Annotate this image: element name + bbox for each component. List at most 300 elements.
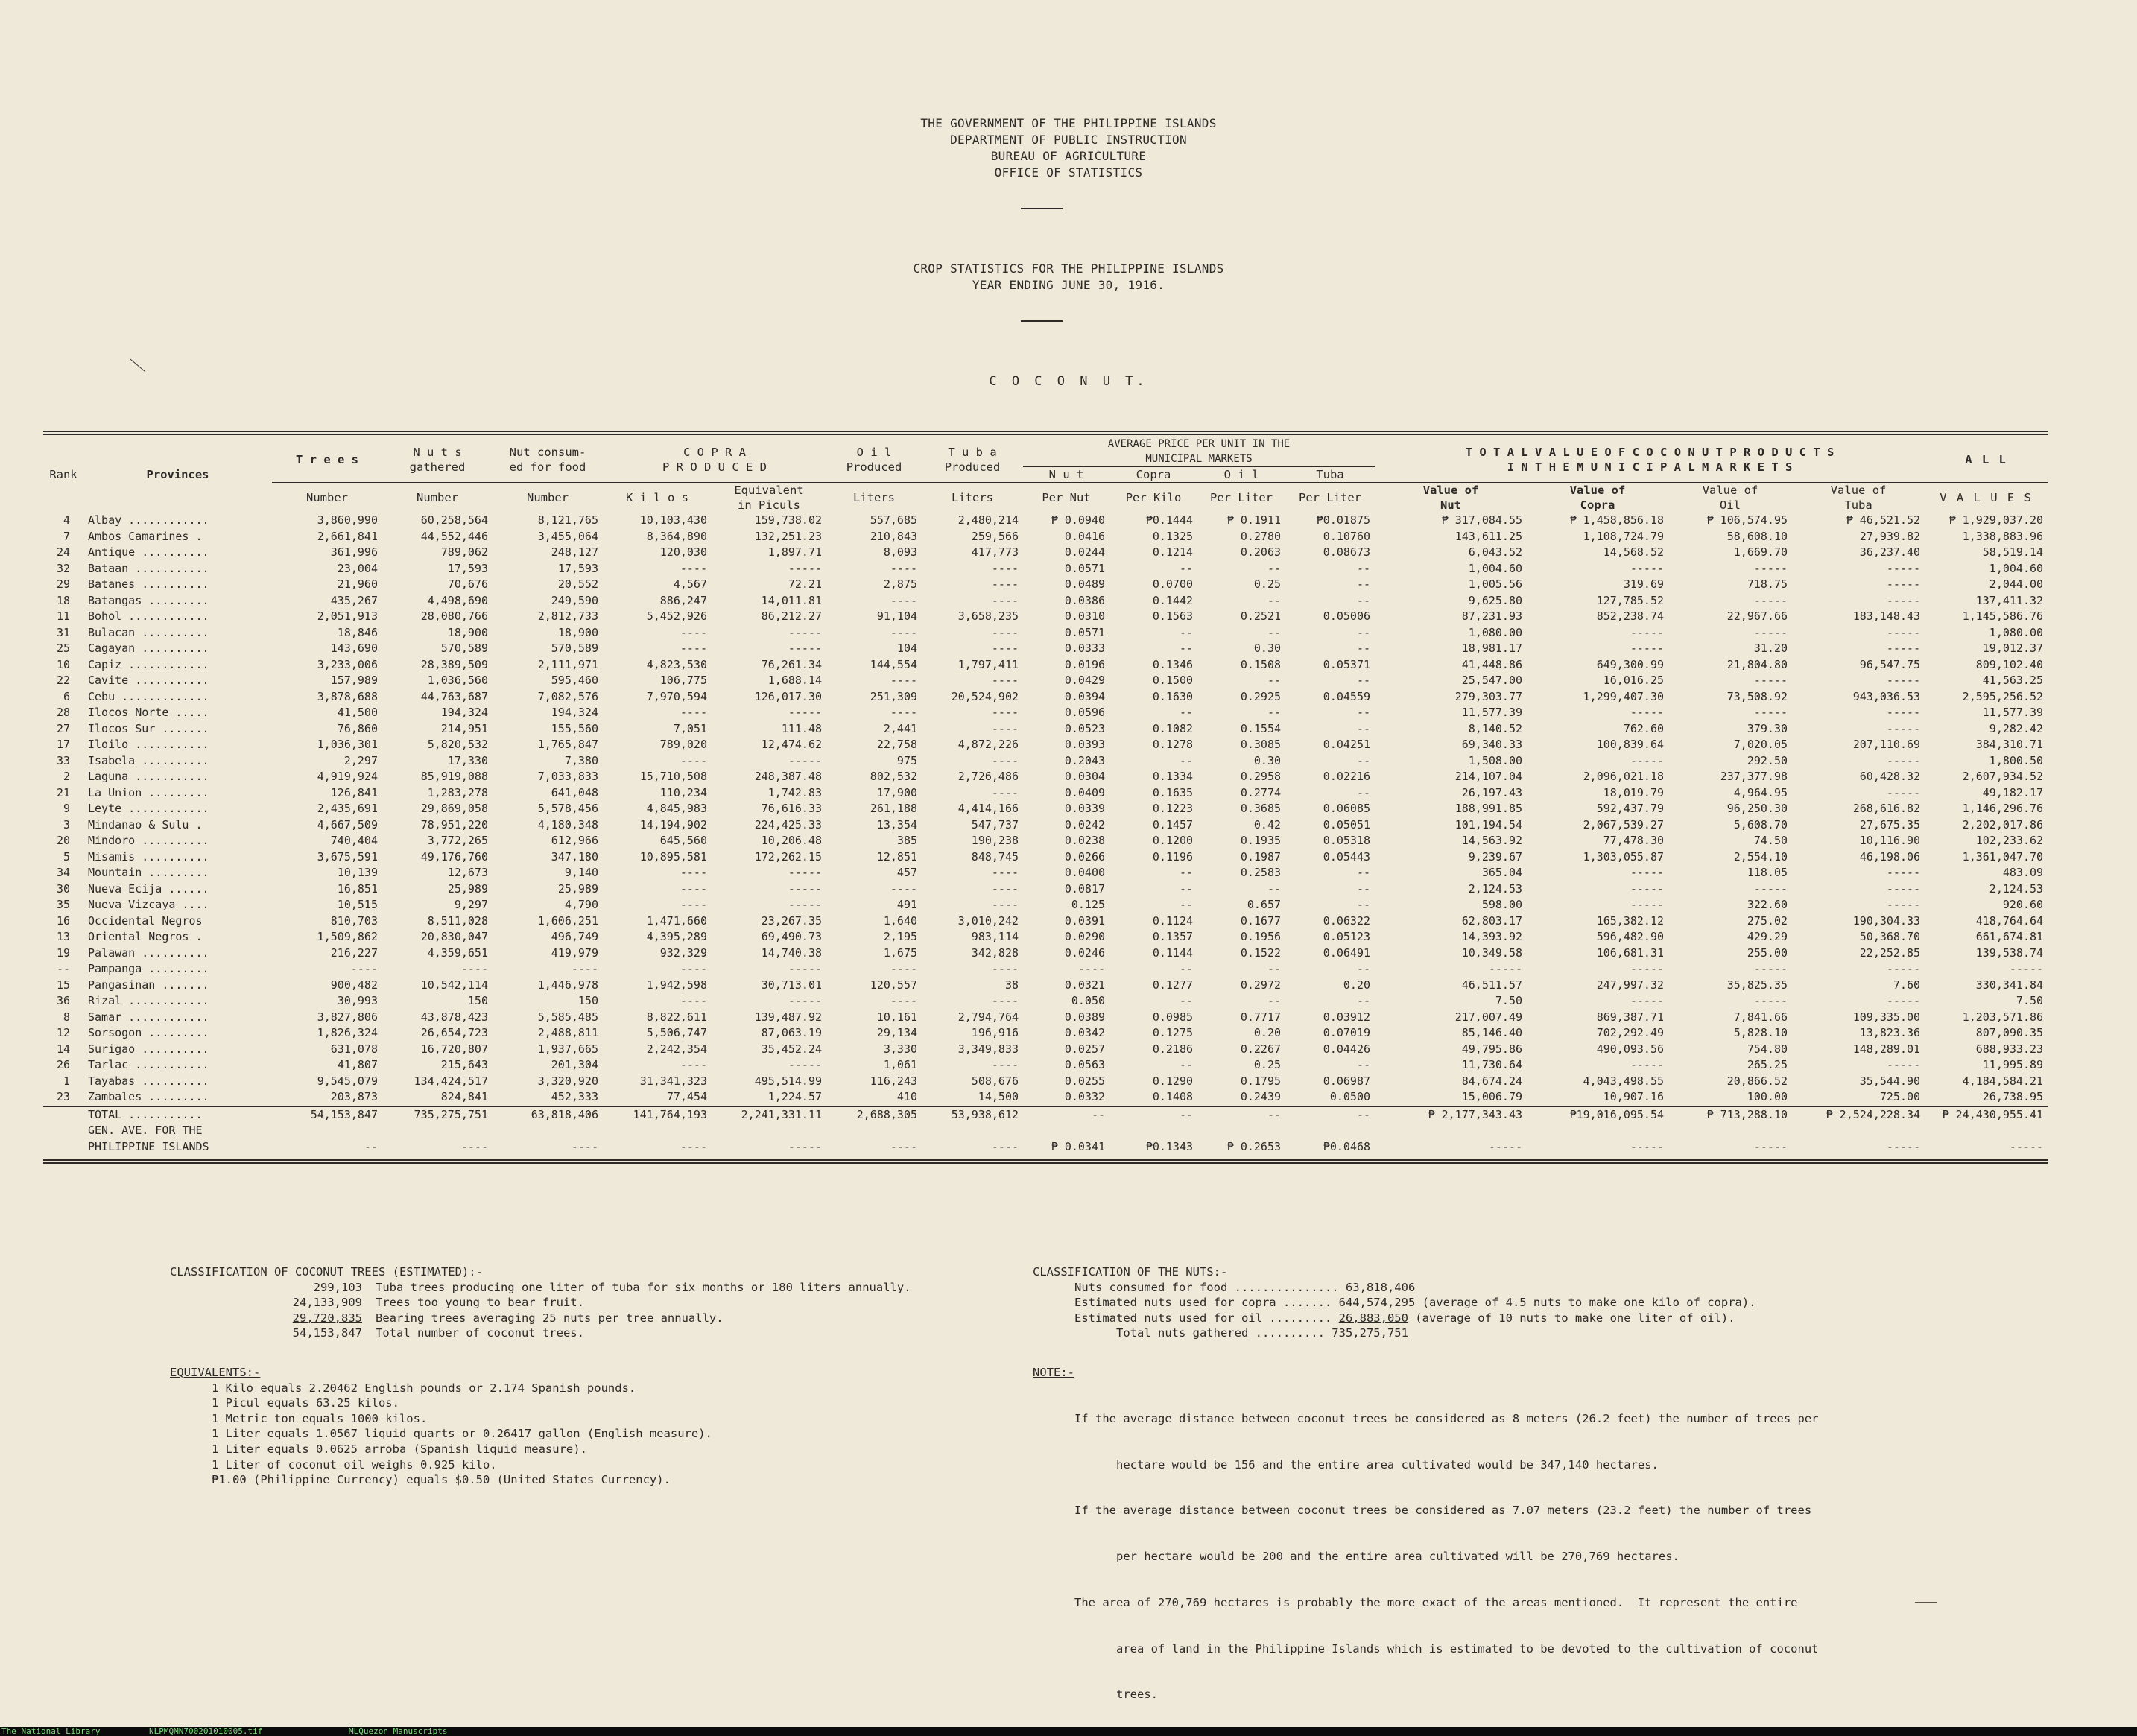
value-cell: 35,452.24 bbox=[761, 1042, 823, 1056]
value-cell: 983,114 bbox=[971, 930, 1019, 943]
rank-cell bbox=[43, 1123, 83, 1139]
value-cell: 11,730.64 bbox=[1461, 1058, 1523, 1071]
value-cell: 1,004.60 bbox=[1468, 561, 1523, 575]
value-cell: 62,803.17 bbox=[1461, 913, 1523, 928]
province-cell: Rizal ............ bbox=[88, 994, 209, 1007]
value-cell: -- bbox=[1356, 898, 1371, 911]
value-cell: 802,532 bbox=[870, 770, 918, 783]
value-cell: 0.1290 bbox=[1152, 1074, 1194, 1088]
value-cell: 342,828 bbox=[971, 945, 1019, 960]
value-cell: 7.60 bbox=[1893, 978, 1921, 992]
value-cell: 139,487.92 bbox=[754, 1010, 823, 1024]
value-cell: 15,006.79 bbox=[1461, 1090, 1523, 1103]
table-top-rule bbox=[43, 431, 2048, 432]
rank-cell: 19 bbox=[56, 945, 70, 960]
value-cell: 6,043.52 bbox=[1468, 545, 1523, 559]
value-cell: 18,900 bbox=[557, 625, 598, 639]
rank-cell: 20 bbox=[56, 834, 70, 847]
value-cell: -- bbox=[1356, 625, 1371, 639]
value-cell: 2,202,017.86 bbox=[1962, 817, 2044, 831]
value-cell: 132,251.23 bbox=[754, 529, 823, 543]
value-cell: 0.0400 bbox=[1064, 866, 1106, 879]
value-cell: 2,480,214 bbox=[957, 513, 1019, 527]
table-row bbox=[43, 769, 2048, 785]
table-row bbox=[43, 753, 2048, 770]
value-cell: ₱19,016,095.54 bbox=[1527, 1106, 1668, 1124]
value-cell: 203,873 bbox=[330, 1090, 378, 1103]
value-cell: 0.2439 bbox=[1240, 1090, 1282, 1103]
value-cell: 14,500 bbox=[978, 1090, 1019, 1103]
value-cell: ----- bbox=[1886, 898, 1921, 911]
value-cell: 14,011.81 bbox=[761, 593, 823, 607]
value-cell: 900,482 bbox=[330, 978, 378, 992]
table-row bbox=[43, 833, 2048, 849]
value-cell: 100.00 bbox=[1747, 1090, 1788, 1103]
value-cell: ----- bbox=[1630, 866, 1665, 879]
table-body bbox=[43, 513, 2048, 1155]
province-cell: Nueva Ecija ...... bbox=[88, 881, 209, 896]
value-cell: ---- bbox=[991, 785, 1019, 799]
rank-cell: 29 bbox=[56, 577, 70, 591]
value-cell: 259,566 bbox=[971, 529, 1019, 543]
value-cell: 0.05123 bbox=[1323, 930, 1371, 943]
value-cell: -- bbox=[1356, 721, 1371, 735]
value-cell: 77,478.30 bbox=[1603, 834, 1665, 847]
nutcons-header-l2: ed for food bbox=[509, 460, 586, 474]
value-cell: ---- bbox=[991, 721, 1019, 735]
value-cell: 2,111,971 bbox=[537, 657, 598, 671]
value-cell bbox=[712, 1123, 826, 1139]
value-cell: ---- bbox=[680, 706, 707, 719]
copra-produced-header bbox=[603, 437, 826, 483]
value-cell: 0.0244 bbox=[1064, 545, 1106, 559]
value-cell: 26,654,723 bbox=[420, 1026, 488, 1039]
value-cell: -- bbox=[1179, 753, 1194, 767]
rank-cell bbox=[43, 1106, 83, 1124]
value-cell: ----- bbox=[788, 625, 823, 639]
value-cell: 0.7717 bbox=[1240, 1010, 1282, 1024]
value-cell: 0.1325 bbox=[1152, 529, 1194, 543]
value-cell: 417,773 bbox=[971, 545, 1019, 559]
value-cell: 491 bbox=[896, 898, 918, 911]
value-cell: 596,482.90 bbox=[1596, 930, 1665, 943]
value-cell bbox=[1285, 1123, 1375, 1139]
value-cell: ---- bbox=[991, 881, 1019, 896]
rank-cell: 21 bbox=[56, 785, 70, 799]
table-row bbox=[43, 929, 2048, 945]
value-cell: -- bbox=[1179, 962, 1194, 975]
rank-cell: 15 bbox=[56, 978, 70, 992]
value-cell: 214,107.04 bbox=[1454, 770, 1523, 783]
value-cell: 10,515 bbox=[337, 898, 378, 911]
value-cell: -- bbox=[1356, 1058, 1371, 1071]
value-cell: 2,661,841 bbox=[317, 529, 378, 543]
rank-cell: 16 bbox=[56, 913, 70, 928]
table-row bbox=[43, 1042, 2048, 1058]
value-cell: 36,237.40 bbox=[1859, 545, 1921, 559]
value-cell: 69,490.73 bbox=[761, 930, 823, 943]
value-cell: ----- bbox=[1886, 994, 1921, 1007]
value-cell: 157,989 bbox=[330, 674, 378, 687]
province-cell: Palawan .......... bbox=[88, 945, 209, 960]
value-cell: 0.30 bbox=[1253, 642, 1282, 655]
value-cell: 0.0700 bbox=[1152, 577, 1194, 591]
value-cell: -- bbox=[1356, 706, 1371, 719]
nuts-header-l2: gathered bbox=[409, 460, 466, 474]
subheader-row bbox=[43, 483, 2048, 513]
value-cell: 1,446,978 bbox=[537, 978, 598, 992]
value-cell: 4,043,498.55 bbox=[1583, 1074, 1665, 1088]
value-cell: 0.30 bbox=[1253, 753, 1282, 767]
province-cell: Tayabas .......... bbox=[88, 1074, 209, 1088]
header-row bbox=[43, 437, 2048, 467]
value-cell: 688,933.23 bbox=[1975, 1042, 2044, 1056]
piculs-header-l2: in Piculs bbox=[738, 498, 800, 512]
value-cell: 0.02216 bbox=[1323, 770, 1371, 783]
value-cell: 0.0571 bbox=[1064, 625, 1106, 639]
value-cell: 201,304 bbox=[551, 1058, 598, 1071]
value-cell: 224,425.33 bbox=[754, 817, 823, 831]
value-cell: 0.0571 bbox=[1064, 561, 1106, 575]
value-cell: 110,234 bbox=[659, 785, 707, 799]
value-cell: ---- bbox=[991, 561, 1019, 575]
value-cell: 0.2774 bbox=[1240, 785, 1282, 799]
value-cell: 1,361,047.70 bbox=[1962, 849, 2044, 864]
province-cell: Mindoro .......... bbox=[88, 834, 209, 847]
value-cell: 143,611.25 bbox=[1454, 529, 1523, 543]
value-cell: 22,967.66 bbox=[1726, 609, 1788, 623]
value-cell: 0.1223 bbox=[1152, 802, 1194, 815]
table-row bbox=[43, 993, 2048, 1010]
value-cell: 102,233.62 bbox=[1975, 834, 2044, 847]
value-cell bbox=[603, 1123, 712, 1139]
province-cell: Leyte ............ bbox=[88, 802, 209, 815]
rank-cell: 28 bbox=[56, 706, 70, 719]
value-cell: 5,608.70 bbox=[1733, 817, 1788, 831]
province-cell: Pampanga ......... bbox=[88, 962, 209, 975]
value-cell: 4,667,509 bbox=[317, 817, 378, 831]
value-copra-l2: Copra bbox=[1580, 498, 1615, 512]
value-cell: ----- bbox=[1886, 881, 1921, 896]
value-cell: -- bbox=[1356, 642, 1371, 655]
value-cell: 789,020 bbox=[659, 738, 707, 751]
value-cell: 7.50 bbox=[2016, 994, 2044, 1007]
nut-label: Estimated nuts used for copra ....... bbox=[1074, 1296, 1332, 1310]
value-cell: 0.1082 bbox=[1152, 721, 1194, 735]
footer-collection: MLQuezon Manuscripts bbox=[349, 1726, 448, 1736]
nut-count: 63,818,406 bbox=[1345, 1280, 1416, 1294]
value-cell: 0.1935 bbox=[1240, 834, 1282, 847]
value-cell: ₱ 0.2653 bbox=[1226, 1139, 1282, 1153]
value-cell: ----- bbox=[1753, 625, 1788, 639]
value-cell: 0.0489 bbox=[1064, 577, 1106, 591]
value-cell: 0.0342 bbox=[1064, 1026, 1106, 1039]
value-cell: ----- bbox=[1886, 753, 1921, 767]
per-nut-header: Per Nut bbox=[1023, 483, 1109, 513]
nut-label: Estimated nuts used for oil ......... bbox=[1074, 1311, 1332, 1325]
value-cell: ----- bbox=[1630, 994, 1665, 1007]
rank-cell: 25 bbox=[56, 642, 70, 655]
value-cell: 279,303.77 bbox=[1454, 689, 1523, 703]
value-cell: 14,563.92 bbox=[1461, 834, 1523, 847]
table-row bbox=[43, 1074, 2048, 1090]
value-cell: ----- bbox=[1630, 625, 1665, 639]
value-cell: 0.1987 bbox=[1240, 849, 1282, 864]
header-line: THE GOVERNMENT OF THE PHILIPPINE ISLANDS bbox=[920, 116, 1217, 130]
value-cell: 183,148.43 bbox=[1852, 609, 1921, 623]
value-cell: 100,839.64 bbox=[1596, 738, 1665, 751]
value-cell: 598.00 bbox=[1481, 898, 1523, 911]
value-cell: -- bbox=[1356, 994, 1371, 1007]
value-cell: 789,062 bbox=[440, 545, 488, 559]
value-cell: 22,252.85 bbox=[1859, 945, 1921, 960]
value-cell: ----- bbox=[1753, 1139, 1788, 1153]
value-cell: 740,404 bbox=[330, 834, 378, 847]
value-tuba-l2: Tuba bbox=[1844, 498, 1872, 512]
value-cell: 25,989 bbox=[557, 881, 598, 896]
value-cell: 27,675.35 bbox=[1859, 817, 1921, 831]
value-cell: 0.1457 bbox=[1152, 817, 1194, 831]
tree-count: 24,133,909 bbox=[292, 1296, 362, 1310]
value-cell: 0.0817 bbox=[1064, 881, 1106, 896]
value-cell: ₱ 317,084.55 bbox=[1441, 513, 1523, 527]
rank-cell: 8 bbox=[63, 1010, 70, 1024]
value-cell: 2,124.53 bbox=[1468, 881, 1523, 896]
value-cell: ----- bbox=[1886, 866, 1921, 879]
value-cell: 215,643 bbox=[440, 1058, 488, 1071]
value-cell: 0.0246 bbox=[1064, 945, 1106, 960]
province-cell: Capiz ............ bbox=[88, 657, 209, 671]
value-cell: 0.25 bbox=[1253, 577, 1282, 591]
value-cell: 5,585,485 bbox=[537, 1010, 598, 1024]
value-cell: 10,895,581 bbox=[639, 849, 707, 864]
value-cell: 661,674.81 bbox=[1975, 930, 2044, 943]
value-cell: ---- bbox=[680, 898, 707, 911]
value-cell: 3,658,235 bbox=[957, 609, 1019, 623]
classification-trees-title: CLASSIFICATION OF COCONUT TREES (ESTIMATED):- bbox=[170, 1265, 483, 1279]
value-cell: 251,309 bbox=[870, 689, 918, 703]
value-cell: 0.1275 bbox=[1152, 1026, 1194, 1039]
province-cell: Nueva Vizcaya .... bbox=[88, 898, 209, 911]
value-cell: ---- bbox=[680, 642, 707, 655]
value-cell: ----- bbox=[1886, 593, 1921, 607]
value-cell: 20,830,047 bbox=[420, 930, 488, 943]
table-row bbox=[43, 785, 2048, 802]
value-cell: 0.1554 bbox=[1240, 721, 1282, 735]
value-cell: 172,262.15 bbox=[754, 849, 823, 864]
value-cell: 762.60 bbox=[1623, 721, 1665, 735]
value-cell: ₱ 1,458,856.18 bbox=[1569, 513, 1665, 527]
value-cell: ----- bbox=[1630, 962, 1665, 975]
value-cell: 435,267 bbox=[330, 593, 378, 607]
value-cell: 0.0266 bbox=[1064, 849, 1106, 864]
value-cell bbox=[1375, 1123, 1527, 1139]
value-cell: ----- bbox=[1488, 1139, 1523, 1153]
note-line: hectare would be 156 and the entire area cultivated would be 347,140 hectares. bbox=[1074, 1457, 1659, 1472]
value-cell: 718.75 bbox=[1747, 577, 1788, 591]
value-cell: 0.2043 bbox=[1064, 753, 1106, 767]
data-table bbox=[43, 437, 2048, 1155]
value-cell: 3,010,242 bbox=[957, 913, 1019, 928]
province-cell: Ilocos Norte ..... bbox=[88, 706, 209, 719]
value-cell: 22,758 bbox=[876, 738, 918, 751]
value-cell: 14,740.38 bbox=[761, 945, 823, 960]
value-tuba-header bbox=[1792, 483, 1925, 513]
value-cell: ---- bbox=[680, 561, 707, 575]
value-cell: 0.1795 bbox=[1240, 1074, 1282, 1088]
value-cell: ---- bbox=[991, 625, 1019, 639]
value-cell: 139,538.74 bbox=[1975, 945, 2044, 960]
value-cell: 118.05 bbox=[1747, 866, 1788, 879]
value-cell: 1,675 bbox=[883, 945, 918, 960]
general-average-row bbox=[43, 1139, 2048, 1156]
value-cell: 210,843 bbox=[870, 529, 918, 543]
value-cell: 0.2063 bbox=[1240, 545, 1282, 559]
value-cell: 2,726,486 bbox=[957, 770, 1019, 783]
value-cell: 4,872,226 bbox=[957, 738, 1019, 751]
value-oil-l1: Value of bbox=[1702, 484, 1758, 497]
value-cell: 190,238 bbox=[971, 834, 1019, 847]
tree-description: Tuba trees producing one liter of tuba for six months or 180 liters annually. bbox=[376, 1280, 911, 1294]
nuts-header-l1: N u t s bbox=[413, 445, 462, 459]
value-cell: 1,303,055.87 bbox=[1583, 849, 1665, 864]
value-cell: 1,897.71 bbox=[767, 545, 823, 559]
value-cell: 0.0563 bbox=[1064, 1058, 1106, 1071]
list-item bbox=[265, 1325, 911, 1341]
value-cell: -- bbox=[1179, 866, 1194, 879]
value-cell: 2,067,539.27 bbox=[1583, 817, 1665, 831]
value-cell: -- bbox=[1179, 881, 1194, 896]
pencil-mark bbox=[1915, 1602, 1937, 1603]
value-cell: -- bbox=[1197, 1106, 1285, 1124]
value-cell: 2,195 bbox=[883, 930, 918, 943]
value-cell: 31,341,323 bbox=[639, 1074, 707, 1088]
header-line: OFFICE OF STATISTICS bbox=[994, 165, 1143, 180]
value-cell: -- bbox=[1356, 593, 1371, 607]
footer-file: NLPMQMN700201010005.tif bbox=[149, 1726, 263, 1736]
value-cell: 18,981.17 bbox=[1461, 642, 1523, 655]
value-cell: 1,797,411 bbox=[957, 657, 1019, 671]
value-cell bbox=[272, 1123, 382, 1139]
value-cell: ---- bbox=[890, 881, 918, 896]
value-cell: 74.50 bbox=[1753, 834, 1788, 847]
avg-header-l1: AVERAGE PRICE PER UNIT IN THE bbox=[1107, 438, 1291, 450]
value-cell: -- bbox=[1267, 994, 1282, 1007]
value-cell: 10,103,430 bbox=[639, 513, 707, 527]
value-cell: 0.07019 bbox=[1323, 1026, 1371, 1039]
equivalents-list bbox=[212, 1381, 712, 1488]
province-cell: Ambos Camarines . bbox=[88, 529, 203, 543]
value-cell: 1,338,883.96 bbox=[1962, 529, 2044, 543]
value-cell: 0.1563 bbox=[1152, 609, 1194, 623]
value-cell bbox=[1925, 1123, 2048, 1139]
value-cell: -- bbox=[1179, 625, 1194, 639]
value-cell: ----- bbox=[1886, 1139, 1921, 1153]
value-cell: ₱0.0468 bbox=[1323, 1139, 1371, 1153]
value-cell: 0.657 bbox=[1247, 898, 1282, 911]
rank-cell: 3 bbox=[63, 817, 70, 831]
value-cell: 1,765,847 bbox=[537, 738, 598, 751]
value-cell: 4,180,348 bbox=[537, 817, 598, 831]
province-cell: Batanes .......... bbox=[88, 577, 209, 591]
value-cell: ----- bbox=[1630, 1139, 1665, 1153]
nut-consumed-header bbox=[493, 437, 603, 483]
value-cell: 150 bbox=[577, 994, 598, 1007]
rank-cell: 31 bbox=[56, 625, 70, 639]
note-line: trees. bbox=[1074, 1688, 1158, 1702]
value-cell: 15,710,508 bbox=[639, 770, 707, 783]
value-cell: 126,017.30 bbox=[754, 689, 823, 703]
value-cell: 41,448.86 bbox=[1461, 657, 1523, 671]
value-cell: -- bbox=[1356, 753, 1371, 767]
value-cell: ---- bbox=[991, 593, 1019, 607]
value-cell: 8,364,890 bbox=[646, 529, 707, 543]
nutcons-number-header: Number bbox=[493, 483, 603, 513]
value-cell: 0.1408 bbox=[1152, 1090, 1194, 1103]
value-cell: 0.2583 bbox=[1240, 866, 1282, 879]
value-cell: 0.0257 bbox=[1064, 1042, 1106, 1056]
value-cell: 0.0310 bbox=[1064, 609, 1106, 623]
province-cell: Ilocos Sur ....... bbox=[88, 721, 209, 735]
value-cell: 0.2925 bbox=[1240, 689, 1282, 703]
list-item bbox=[265, 1295, 911, 1311]
value-cell: ----- bbox=[1886, 674, 1921, 687]
value-cell: 1,080.00 bbox=[1468, 625, 1523, 639]
classification-nuts-title: CLASSIFICATION OF THE NUTS:- bbox=[1033, 1265, 1228, 1279]
rank-cell: 12 bbox=[56, 1026, 70, 1039]
value-cell: 9,545,079 bbox=[317, 1074, 378, 1088]
value-cell: 0.20 bbox=[1343, 978, 1371, 992]
value-cell: ----- bbox=[1630, 642, 1665, 655]
value-cell: ----- bbox=[788, 1058, 823, 1071]
value-cell: 8,093 bbox=[883, 545, 918, 559]
value-cell: 7,841.66 bbox=[1733, 1010, 1788, 1024]
value-cell: 29,134 bbox=[876, 1026, 918, 1039]
nuts-gathered-header bbox=[382, 437, 493, 483]
value-cell: 78,951,220 bbox=[420, 817, 488, 831]
value-cell: 0.1522 bbox=[1240, 945, 1282, 960]
value-cell: 143,690 bbox=[330, 642, 378, 655]
table-row bbox=[43, 577, 2048, 593]
value-cell: 9,625.80 bbox=[1468, 593, 1523, 607]
avg-tuba-header: Tuba bbox=[1285, 467, 1375, 483]
rank-cell bbox=[43, 1139, 83, 1156]
table-row bbox=[43, 849, 2048, 866]
value-cell: 754.80 bbox=[1747, 1042, 1788, 1056]
table-row bbox=[43, 641, 2048, 657]
value-oil-l2: Oil bbox=[1720, 498, 1741, 512]
table-row bbox=[43, 545, 2048, 561]
table-row bbox=[43, 945, 2048, 962]
value-cell: 207,110.69 bbox=[1852, 738, 1921, 751]
value-cell: 28,080,766 bbox=[420, 609, 488, 623]
value-cell: 109,335.00 bbox=[1852, 1010, 1921, 1024]
value-cell: 127,785.52 bbox=[1596, 593, 1665, 607]
value-cell: 852,238.74 bbox=[1596, 609, 1665, 623]
province-cell: La Union ......... bbox=[88, 785, 209, 799]
table-row bbox=[43, 737, 2048, 753]
province-cell: Mountain ......... bbox=[88, 866, 209, 879]
value-cell: 0.1214 bbox=[1152, 545, 1194, 559]
value-cell: 85,919,088 bbox=[420, 770, 488, 783]
value-cell: 255.00 bbox=[1747, 945, 1788, 960]
value-cell: 2,241,331.11 bbox=[712, 1106, 826, 1124]
value-cell: 17,900 bbox=[876, 785, 918, 799]
value-cell: 11,577.39 bbox=[1461, 706, 1523, 719]
value-cell: -- bbox=[1356, 785, 1371, 799]
value-cell: 10,349.58 bbox=[1461, 945, 1523, 960]
value-cell: 725.00 bbox=[1879, 1090, 1921, 1103]
